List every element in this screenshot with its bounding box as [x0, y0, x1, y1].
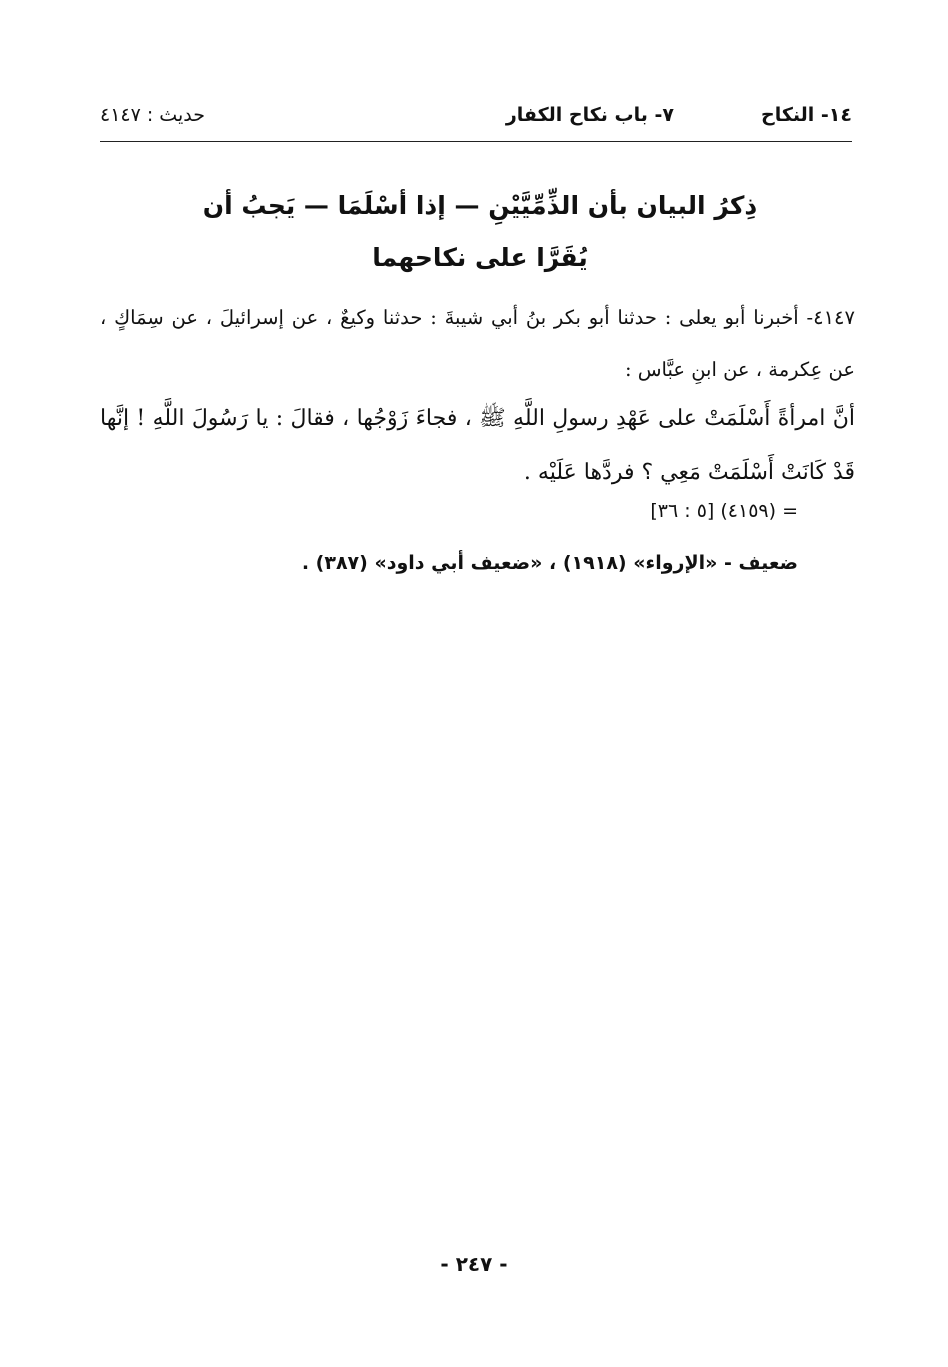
page-number: - ٢٤٧ - [440, 1252, 508, 1276]
hadith-isnad: ٤١٤٧- أخبرنا أبو يعلى : حدثنا أبو بكر بنُ أبي شيبةَ : حدثنا وكيعٌ ، عن إسرائيلَ ، عن سِمَاكٍ ، عن عِكرمة ، عن ابنِ عبَّاس : [100, 306, 855, 381]
running-header [100, 100, 852, 134]
section-heading: ذِكرُ البيان بأن الذِّمِّيَّيْنِ — إذا أسْلَمَا — يَجبُ أن يُقَرَّا على نكاحهما [202, 191, 758, 272]
chapter-title: ١٤- النكاح [761, 104, 852, 126]
hadith-grading: ضعيف - «الإرواء» (١٩١٨) ، «ضعيف أبي داود» (٣٨٧) . [301, 552, 798, 574]
hadith-reference: حديث : ٤١٤٧ [100, 104, 205, 126]
bab-title: ٧- باب نكاح الكفار [505, 104, 674, 126]
header-divider [100, 141, 852, 142]
cross-reference: = (٤١٥٩) [٥ : ٣٦] [650, 500, 798, 522]
hadith-matn: أنَّ امرأةً أَسْلَمَتْ على عَهْدِ رسولِ اللَّهِ ﷺ ، فجاءَ زَوْجُها ، فقالَ : يا رَسُولَ اللَّهِ ! إنَّها قَدْ كَانَتْ أَسْلَمَتْ مَعِي ؟ فردَّها عَلَيْه . [100, 406, 855, 485]
